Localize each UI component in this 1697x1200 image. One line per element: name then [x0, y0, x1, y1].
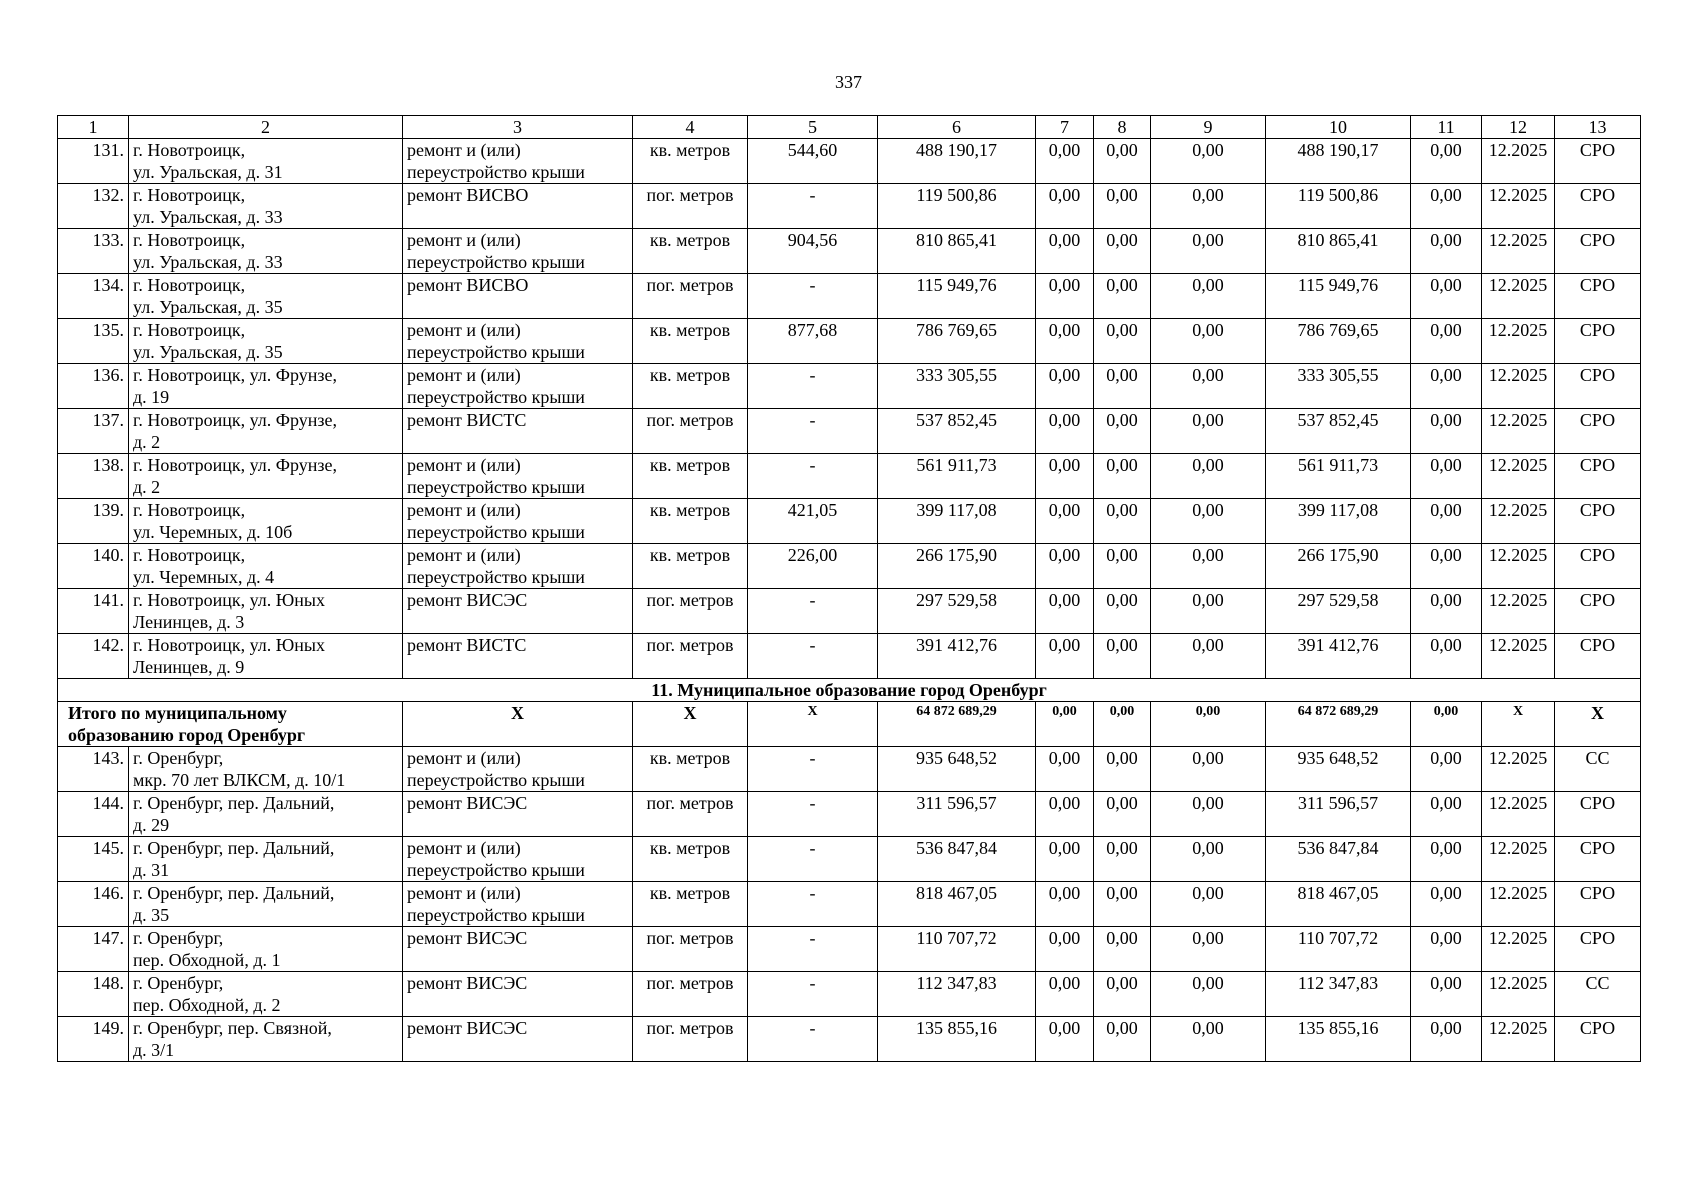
deadline-cell: 12.2025 [1482, 792, 1555, 837]
fund-cell: 0,00 [1036, 837, 1094, 882]
unit-cell: пог. метров [633, 634, 748, 679]
method-cell: СРО [1555, 364, 1641, 409]
deadline-cell: 12.2025 [1482, 454, 1555, 499]
cost-total-cell: 399 117,08 [878, 499, 1036, 544]
other-funds-cell: 0,00 [1411, 747, 1482, 792]
volume-cell: 226,00 [748, 544, 878, 589]
owner-funds-cell: 311 596,57 [1266, 792, 1411, 837]
work-type-cell: ремонт и (или) переустройство крыши [403, 139, 633, 184]
unit-cell: пог. метров [633, 1017, 748, 1062]
fund-cell: 0,00 [1094, 882, 1151, 927]
work-type-cell: ремонт и (или) переустройство крыши [403, 544, 633, 589]
fund-cell: 0,00 [1036, 634, 1094, 679]
address-cell: г. Новотроицк, ул. Уральская, д. 31 [129, 139, 403, 184]
deadline-cell: 12.2025 [1482, 1017, 1555, 1062]
fund-cell: 0,00 [1036, 747, 1094, 792]
cost-total-cell: 311 596,57 [878, 792, 1036, 837]
address-cell: г. Новотроицк, ул. Уральская, д. 33 [129, 184, 403, 229]
deadline-cell: 12.2025 [1482, 634, 1555, 679]
owner-funds-cell: 561 911,73 [1266, 454, 1411, 499]
cost-total-cell: 935 648,52 [878, 747, 1036, 792]
volume-cell: 421,05 [748, 499, 878, 544]
other-funds-cell: 0,00 [1411, 409, 1482, 454]
method-cell: СС [1555, 747, 1641, 792]
deadline-cell: 12.2025 [1482, 747, 1555, 792]
work-type-cell: ремонт и (или) переустройство крыши [403, 747, 633, 792]
owner-funds-cell: 297 529,58 [1266, 589, 1411, 634]
table-row [58, 139, 1641, 184]
deadline-cell: 12.2025 [1482, 184, 1555, 229]
cost-total-cell: 135 855,16 [878, 1017, 1036, 1062]
volume-cell: 877,68 [748, 319, 878, 364]
cost-total-cell: 115 949,76 [878, 274, 1036, 319]
fund-cell: 0,00 [1151, 409, 1266, 454]
volume-cell: 544,60 [748, 139, 878, 184]
column-number-cell: 10 [1266, 116, 1411, 139]
owner-funds-cell: 119 500,86 [1266, 184, 1411, 229]
column-number-cell: 2 [129, 116, 403, 139]
row-number: 137. [58, 409, 129, 454]
method-cell: СРО [1555, 634, 1641, 679]
owner-funds-cell: 810 865,41 [1266, 229, 1411, 274]
deadline-cell: 12.2025 [1482, 364, 1555, 409]
method-cell: СРО [1555, 499, 1641, 544]
owner-funds-cell: 786 769,65 [1266, 319, 1411, 364]
work-type-cell: ремонт и (или) переустройство крыши [403, 882, 633, 927]
row-number: 138. [58, 454, 129, 499]
table-row [58, 319, 1641, 364]
unit-cell: кв. метров [633, 837, 748, 882]
volume-cell: - [748, 792, 878, 837]
deadline-cell: 12.2025 [1482, 409, 1555, 454]
fund-cell: 0,00 [1036, 544, 1094, 589]
total-label: Итого по муниципальному образованию город Оренбург [58, 702, 403, 747]
unit-cell: пог. метров [633, 184, 748, 229]
fund-cell: 0,00 [1036, 139, 1094, 184]
deadline-cell: 12.2025 [1482, 229, 1555, 274]
deadline-cell: 12.2025 [1482, 499, 1555, 544]
other-funds-cell: 0,00 [1411, 364, 1482, 409]
other-funds-cell: 0,00 [1411, 544, 1482, 589]
address-cell: г. Новотроицк, ул. Фрунзе, д. 2 [129, 409, 403, 454]
method-cell: СРО [1555, 139, 1641, 184]
fund-cell: 0,00 [1151, 589, 1266, 634]
unit-cell: пог. метров [633, 927, 748, 972]
column-number-cell: 1 [58, 116, 129, 139]
other-funds-cell: 0,00 [1411, 184, 1482, 229]
row-number: 141. [58, 589, 129, 634]
row-number: 139. [58, 499, 129, 544]
volume-cell: - [748, 927, 878, 972]
fund-cell: 0,00 [1094, 634, 1151, 679]
section-title: 11. Муниципальное образование город Оренбург [58, 679, 1641, 702]
deadline-cell: 12.2025 [1482, 274, 1555, 319]
total-c12: Х [1482, 702, 1555, 747]
owner-funds-cell: 536 847,84 [1266, 837, 1411, 882]
fund-cell: 0,00 [1151, 544, 1266, 589]
address-cell: г. Оренбург, пер. Обходной, д. 1 [129, 927, 403, 972]
work-type-cell: ремонт ВИСЭС [403, 589, 633, 634]
other-funds-cell: 0,00 [1411, 972, 1482, 1017]
volume-cell: - [748, 184, 878, 229]
cost-total-cell: 488 190,17 [878, 139, 1036, 184]
work-type-cell: ремонт ВИСЭС [403, 1017, 633, 1062]
fund-cell: 0,00 [1151, 634, 1266, 679]
fund-cell: 0,00 [1151, 229, 1266, 274]
column-number-cell: 9 [1151, 116, 1266, 139]
unit-cell: пог. метров [633, 409, 748, 454]
work-type-cell: ремонт и (или) переустройство крыши [403, 499, 633, 544]
work-type-cell: ремонт и (или) переустройство крыши [403, 229, 633, 274]
fund-cell: 0,00 [1151, 319, 1266, 364]
other-funds-cell: 0,00 [1411, 139, 1482, 184]
method-cell: СРО [1555, 927, 1641, 972]
row-number: 142. [58, 634, 129, 679]
deadline-cell: 12.2025 [1482, 544, 1555, 589]
deadline-cell: 12.2025 [1482, 319, 1555, 364]
volume-cell: - [748, 747, 878, 792]
table-row [58, 184, 1641, 229]
deadline-cell: 12.2025 [1482, 972, 1555, 1017]
volume-cell: - [748, 409, 878, 454]
row-number: 135. [58, 319, 129, 364]
fund-cell: 0,00 [1094, 544, 1151, 589]
owner-funds-cell: 391 412,76 [1266, 634, 1411, 679]
method-cell: СРО [1555, 1017, 1641, 1062]
unit-cell: кв. метров [633, 747, 748, 792]
fund-cell: 0,00 [1094, 274, 1151, 319]
address-cell: г. Новотроицк, ул. Юных Ленинцев, д. 9 [129, 634, 403, 679]
fund-cell: 0,00 [1036, 229, 1094, 274]
section-heading-row [58, 679, 1641, 702]
fund-cell: 0,00 [1151, 792, 1266, 837]
address-cell: г. Новотроицк, ул. Уральская, д. 35 [129, 274, 403, 319]
method-cell: СРО [1555, 274, 1641, 319]
fund-cell: 0,00 [1094, 364, 1151, 409]
other-funds-cell: 0,00 [1411, 499, 1482, 544]
row-number: 146. [58, 882, 129, 927]
fund-cell: 0,00 [1151, 927, 1266, 972]
column-number-cell: 12 [1482, 116, 1555, 139]
owner-funds-cell: 818 467,05 [1266, 882, 1411, 927]
cost-total-cell: 537 852,45 [878, 409, 1036, 454]
unit-cell: кв. метров [633, 139, 748, 184]
fund-cell: 0,00 [1094, 319, 1151, 364]
fund-cell: 0,00 [1094, 792, 1151, 837]
fund-cell: 0,00 [1094, 139, 1151, 184]
address-cell: г. Новотроицк, ул. Фрунзе, д. 19 [129, 364, 403, 409]
volume-cell: - [748, 837, 878, 882]
fund-cell: 0,00 [1036, 409, 1094, 454]
cost-total-cell: 110 707,72 [878, 927, 1036, 972]
deadline-cell: 12.2025 [1482, 882, 1555, 927]
work-type-cell: ремонт ВИСЭС [403, 792, 633, 837]
fund-cell: 0,00 [1094, 184, 1151, 229]
fund-cell: 0,00 [1036, 1017, 1094, 1062]
address-cell: г. Оренбург, пер. Обходной, д. 2 [129, 972, 403, 1017]
fund-cell: 0,00 [1151, 139, 1266, 184]
total-c11: 0,00 [1411, 702, 1482, 747]
fund-cell: 0,00 [1094, 454, 1151, 499]
fund-cell: 0,00 [1036, 792, 1094, 837]
table-row [58, 409, 1641, 454]
cost-total-cell: 266 175,90 [878, 544, 1036, 589]
row-number: 147. [58, 927, 129, 972]
row-number: 132. [58, 184, 129, 229]
total-c7: 0,00 [1036, 702, 1094, 747]
owner-funds-cell: 112 347,83 [1266, 972, 1411, 1017]
fund-cell: 0,00 [1151, 454, 1266, 499]
owner-funds-cell: 935 648,52 [1266, 747, 1411, 792]
row-number: 131. [58, 139, 129, 184]
address-cell: г. Оренбург, пер. Связной, д. 3/1 [129, 1017, 403, 1062]
table-row [58, 634, 1641, 679]
volume-cell: - [748, 634, 878, 679]
cost-total-cell: 391 412,76 [878, 634, 1036, 679]
other-funds-cell: 0,00 [1411, 229, 1482, 274]
unit-cell: кв. метров [633, 364, 748, 409]
volume-cell: - [748, 1017, 878, 1062]
cost-total-cell: 119 500,86 [878, 184, 1036, 229]
method-cell: СРО [1555, 837, 1641, 882]
deadline-cell: 12.2025 [1482, 589, 1555, 634]
address-cell: г. Оренбург, пер. Дальний, д. 29 [129, 792, 403, 837]
table-row [58, 499, 1641, 544]
row-number: 134. [58, 274, 129, 319]
fund-cell: 0,00 [1094, 837, 1151, 882]
fund-cell: 0,00 [1151, 1017, 1266, 1062]
address-cell: г. Новотроицк, ул. Черемных, д. 4 [129, 544, 403, 589]
work-type-cell: ремонт ВИСВО [403, 274, 633, 319]
row-number: 148. [58, 972, 129, 1017]
fund-cell: 0,00 [1036, 319, 1094, 364]
address-cell: г. Оренбург, мкр. 70 лет ВЛКСМ, д. 10/1 [129, 747, 403, 792]
cost-total-cell: 561 911,73 [878, 454, 1036, 499]
unit-cell: кв. метров [633, 454, 748, 499]
other-funds-cell: 0,00 [1411, 274, 1482, 319]
unit-cell: кв. метров [633, 229, 748, 274]
table-body [58, 116, 1641, 1062]
table-row [58, 589, 1641, 634]
cost-total-cell: 786 769,65 [878, 319, 1036, 364]
fund-cell: 0,00 [1036, 972, 1094, 1017]
owner-funds-cell: 135 855,16 [1266, 1017, 1411, 1062]
other-funds-cell: 0,00 [1411, 319, 1482, 364]
table-row [58, 229, 1641, 274]
volume-cell: - [748, 364, 878, 409]
method-cell: СРО [1555, 589, 1641, 634]
unit-cell: кв. метров [633, 882, 748, 927]
other-funds-cell: 0,00 [1411, 882, 1482, 927]
cost-total-cell: 536 847,84 [878, 837, 1036, 882]
column-number-cell: 4 [633, 116, 748, 139]
other-funds-cell: 0,00 [1411, 589, 1482, 634]
table-row [58, 927, 1641, 972]
fund-cell: 0,00 [1094, 927, 1151, 972]
column-number-cell: 8 [1094, 116, 1151, 139]
fund-cell: 0,00 [1036, 882, 1094, 927]
fund-cell: 0,00 [1094, 589, 1151, 634]
total-c9: 0,00 [1151, 702, 1266, 747]
total-c5: Х [748, 702, 878, 747]
table-row [58, 1017, 1641, 1062]
row-number: 144. [58, 792, 129, 837]
row-number: 136. [58, 364, 129, 409]
table-row [58, 972, 1641, 1017]
address-cell: г. Новотроицк, ул. Уральская, д. 35 [129, 319, 403, 364]
address-cell: г. Оренбург, пер. Дальний, д. 31 [129, 837, 403, 882]
owner-funds-cell: 110 707,72 [1266, 927, 1411, 972]
table-row [58, 544, 1641, 589]
owner-funds-cell: 266 175,90 [1266, 544, 1411, 589]
total-row [58, 702, 1641, 747]
fund-cell: 0,00 [1151, 274, 1266, 319]
owner-funds-cell: 537 852,45 [1266, 409, 1411, 454]
fund-cell: 0,00 [1151, 184, 1266, 229]
other-funds-cell: 0,00 [1411, 927, 1482, 972]
fund-cell: 0,00 [1094, 747, 1151, 792]
owner-funds-cell: 488 190,17 [1266, 139, 1411, 184]
work-type-cell: ремонт ВИСВО [403, 184, 633, 229]
fund-cell: 0,00 [1036, 589, 1094, 634]
fund-cell: 0,00 [1094, 972, 1151, 1017]
column-number-cell: 3 [403, 116, 633, 139]
fund-cell: 0,00 [1151, 747, 1266, 792]
total-c4: Х [633, 702, 748, 747]
unit-cell: кв. метров [633, 544, 748, 589]
column-number-header [58, 116, 1641, 139]
column-number-cell: 6 [878, 116, 1036, 139]
other-funds-cell: 0,00 [1411, 634, 1482, 679]
table-row [58, 274, 1641, 319]
deadline-cell: 12.2025 [1482, 837, 1555, 882]
unit-cell: пог. метров [633, 972, 748, 1017]
work-type-cell: ремонт ВИСЭС [403, 972, 633, 1017]
volume-cell: 904,56 [748, 229, 878, 274]
total-c10: 64 872 689,29 [1266, 702, 1411, 747]
cost-total-cell: 818 467,05 [878, 882, 1036, 927]
fund-cell: 0,00 [1036, 454, 1094, 499]
fund-cell: 0,00 [1094, 1017, 1151, 1062]
fund-cell: 0,00 [1036, 364, 1094, 409]
row-number: 143. [58, 747, 129, 792]
table-row [58, 837, 1641, 882]
total-c3: Х [403, 702, 633, 747]
cost-total-cell: 112 347,83 [878, 972, 1036, 1017]
fund-cell: 0,00 [1151, 837, 1266, 882]
address-cell: г. Новотроицк, ул. Юных Ленинцев, д. 3 [129, 589, 403, 634]
fund-cell: 0,00 [1094, 409, 1151, 454]
work-type-cell: ремонт и (или) переустройство крыши [403, 319, 633, 364]
column-number-cell: 7 [1036, 116, 1094, 139]
method-cell: СРО [1555, 882, 1641, 927]
work-type-cell: ремонт и (или) переустройство крыши [403, 364, 633, 409]
method-cell: СРО [1555, 792, 1641, 837]
total-c8: 0,00 [1094, 702, 1151, 747]
method-cell: СРО [1555, 454, 1641, 499]
column-number-cell: 5 [748, 116, 878, 139]
cost-total-cell: 297 529,58 [878, 589, 1036, 634]
deadline-cell: 12.2025 [1482, 139, 1555, 184]
unit-cell: пог. метров [633, 792, 748, 837]
unit-cell: кв. метров [633, 499, 748, 544]
fund-cell: 0,00 [1151, 499, 1266, 544]
cost-total-cell: 810 865,41 [878, 229, 1036, 274]
address-cell: г. Новотроицк, ул. Фрунзе, д. 2 [129, 454, 403, 499]
work-type-cell: ремонт ВИСЭС [403, 927, 633, 972]
method-cell: СРО [1555, 229, 1641, 274]
table-row [58, 882, 1641, 927]
fund-cell: 0,00 [1094, 229, 1151, 274]
fund-cell: 0,00 [1151, 972, 1266, 1017]
row-number: 133. [58, 229, 129, 274]
address-cell: г. Оренбург, пер. Дальний, д. 35 [129, 882, 403, 927]
work-type-cell: ремонт ВИСТС [403, 409, 633, 454]
work-type-cell: ремонт ВИСТС [403, 634, 633, 679]
volume-cell: - [748, 589, 878, 634]
fund-cell: 0,00 [1036, 274, 1094, 319]
work-type-cell: ремонт и (или) переустройство крыши [403, 837, 633, 882]
volume-cell: - [748, 882, 878, 927]
unit-cell: пог. метров [633, 589, 748, 634]
method-cell: СРО [1555, 544, 1641, 589]
fund-cell: 0,00 [1151, 882, 1266, 927]
volume-cell: - [748, 274, 878, 319]
work-type-cell: ремонт и (или) переустройство крыши [403, 454, 633, 499]
fund-cell: 0,00 [1036, 184, 1094, 229]
column-number-cell: 13 [1555, 116, 1641, 139]
other-funds-cell: 0,00 [1411, 454, 1482, 499]
other-funds-cell: 0,00 [1411, 792, 1482, 837]
fund-cell: 0,00 [1094, 499, 1151, 544]
table-row [58, 747, 1641, 792]
row-number: 149. [58, 1017, 129, 1062]
address-cell: г. Новотроицк, ул. Уральская, д. 33 [129, 229, 403, 274]
owner-funds-cell: 115 949,76 [1266, 274, 1411, 319]
method-cell: СРО [1555, 409, 1641, 454]
table-row [58, 364, 1641, 409]
owner-funds-cell: 399 117,08 [1266, 499, 1411, 544]
other-funds-cell: 0,00 [1411, 1017, 1482, 1062]
method-cell: СС [1555, 972, 1641, 1017]
fund-cell: 0,00 [1036, 927, 1094, 972]
column-number-cell: 11 [1411, 116, 1482, 139]
total-c6: 64 872 689,29 [878, 702, 1036, 747]
method-cell: СРО [1555, 184, 1641, 229]
fund-cell: 0,00 [1036, 499, 1094, 544]
volume-cell: - [748, 972, 878, 1017]
unit-cell: кв. метров [633, 319, 748, 364]
total-c13: Х [1555, 702, 1641, 747]
works-table [57, 115, 1641, 1062]
deadline-cell: 12.2025 [1482, 927, 1555, 972]
table-row [58, 792, 1641, 837]
cost-total-cell: 333 305,55 [878, 364, 1036, 409]
other-funds-cell: 0,00 [1411, 837, 1482, 882]
table-row [58, 454, 1641, 499]
row-number: 145. [58, 837, 129, 882]
volume-cell: - [748, 454, 878, 499]
row-number: 140. [58, 544, 129, 589]
address-cell: г. Новотроицк, ул. Черемных, д. 10б [129, 499, 403, 544]
page-number: 337 [835, 72, 862, 92]
owner-funds-cell: 333 305,55 [1266, 364, 1411, 409]
fund-cell: 0,00 [1151, 364, 1266, 409]
method-cell: СРО [1555, 319, 1641, 364]
unit-cell: пог. метров [633, 274, 748, 319]
